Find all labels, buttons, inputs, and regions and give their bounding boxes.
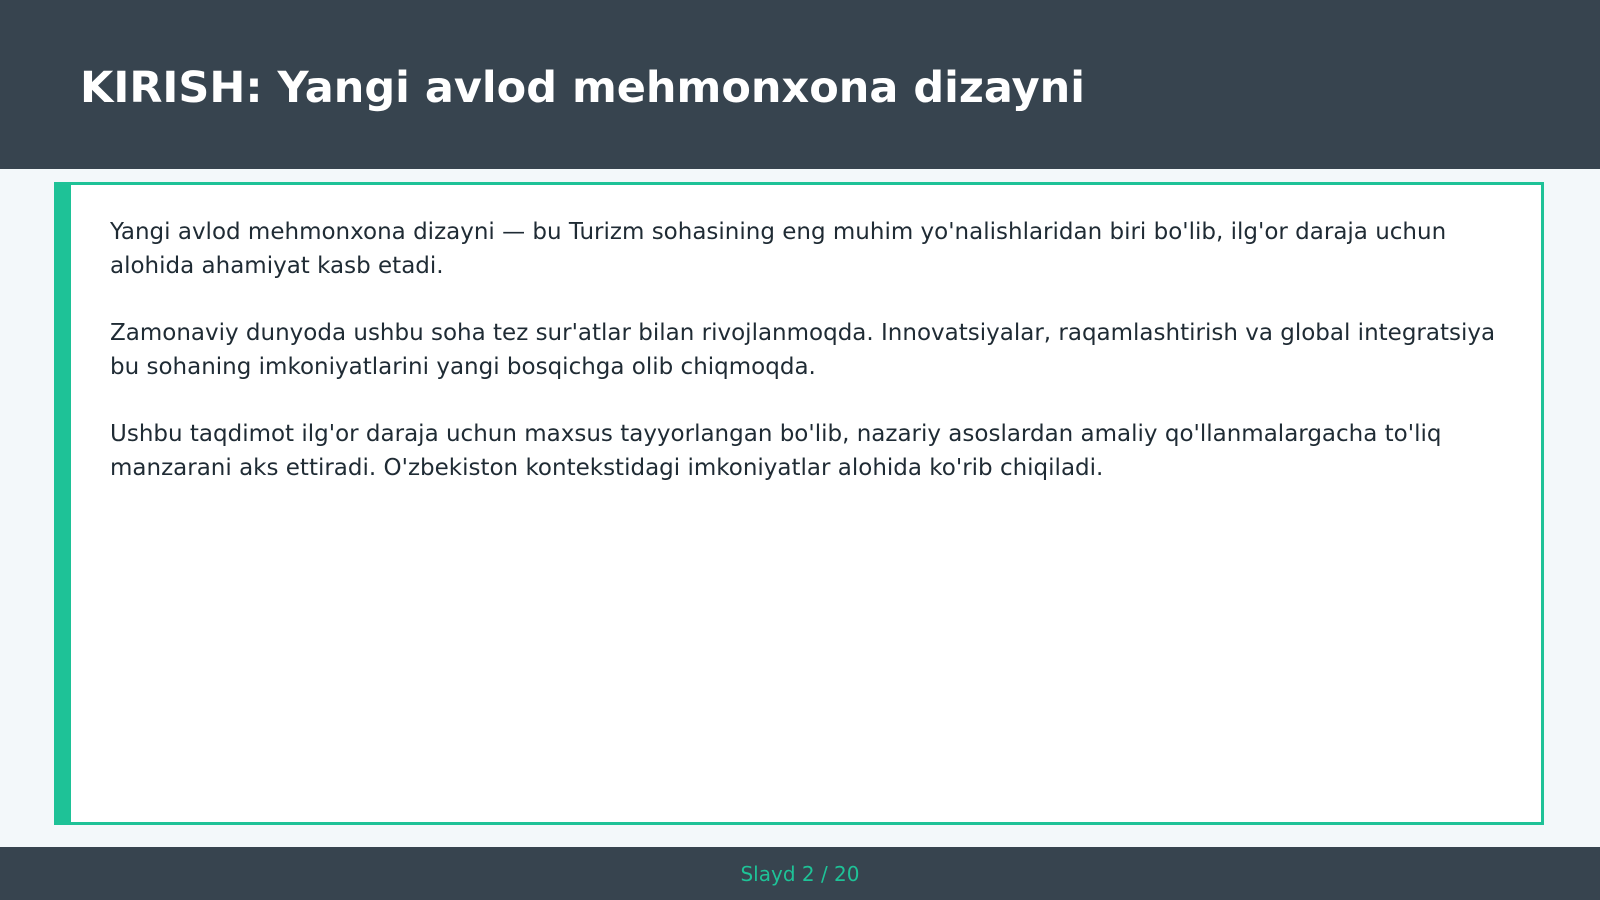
slide-counter: Slayd 2 / 20 xyxy=(740,862,860,886)
paragraph-modern-world: Zamonaviy dunyoda ushbu soha tez sur'atlar bilan rivojlanmoqda. Innovatsiyalar, raqamlashtirish va global integratsiya bu sohaning imkoniyatlarini yangi bosqichga olib chiqmoqda. xyxy=(110,320,1496,380)
slide-footer xyxy=(0,847,1600,900)
content-text xyxy=(110,215,1510,518)
content-card xyxy=(54,182,1544,825)
paragraph-intro: Yangi avlod mehmonxona dizayni — bu Turizm sohasining eng muhim yo'nalishlaridan biri bo'lib, ilg'or daraja uchun alohida ahamiyat kasb etadi. xyxy=(110,219,1447,279)
page-title: KIRISH: Yangi avlod mehmonxona dizayni xyxy=(80,63,1085,113)
paragraph-presentation-scope: Ushbu taqdimot ilg'or daraja uchun maxsus tayyorlangan bo'lib, nazariy asoslardan amaliy qo'llanmalargacha to'liq manzarani aks ettiradi. O'zbekiston kontekstidagi imkoniyatlar alohida ko'rib chiqiladi. xyxy=(110,421,1442,481)
slide-header xyxy=(0,0,1600,169)
